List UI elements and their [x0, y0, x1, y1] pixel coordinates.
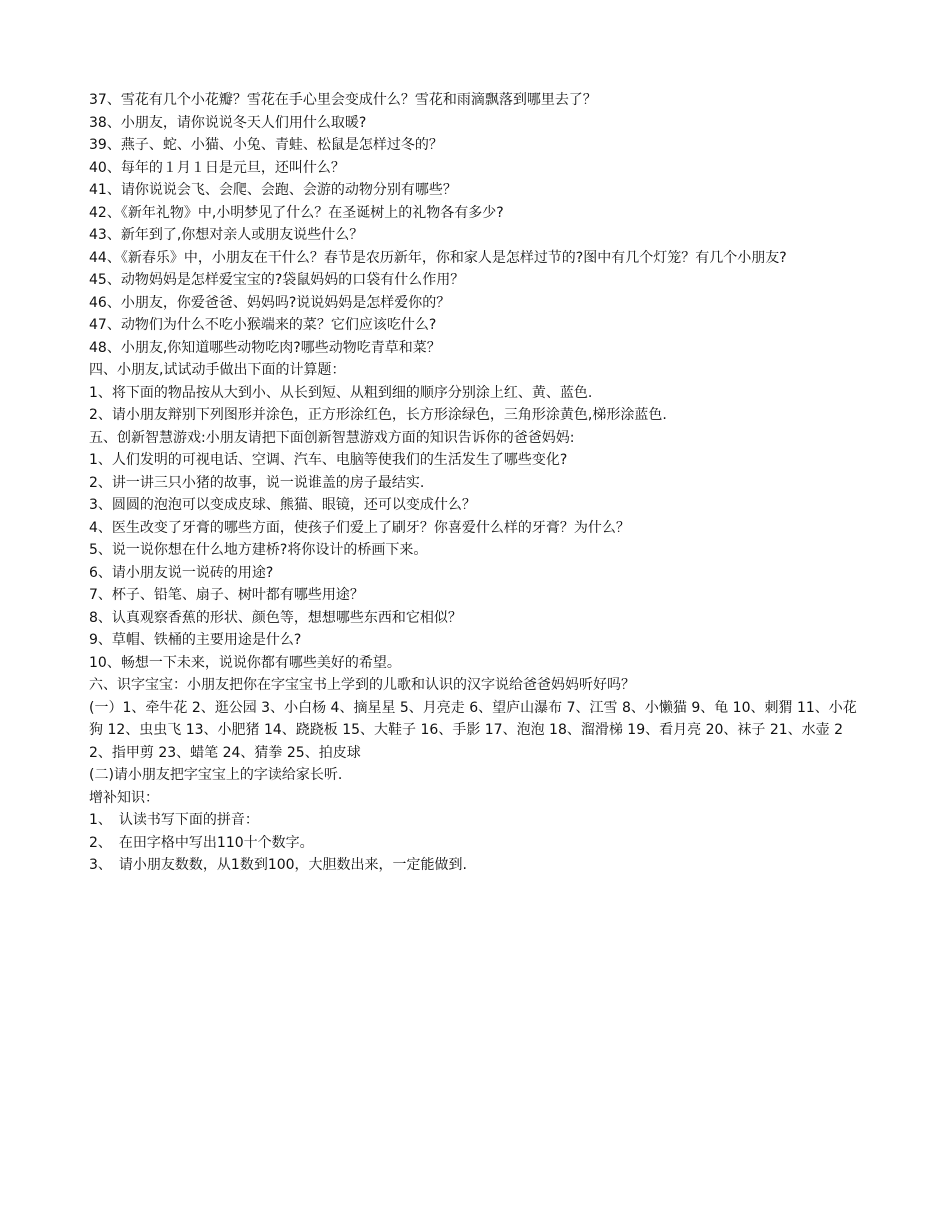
- document-page: [89, 89, 857, 877]
- question-42: 42、《新年礼物》中,小明梦见了什么？在圣诞树上的礼物各有多少?: [89, 204, 504, 221]
- section-5-item-9: 9、草帽、铁桶的主要用途是什么?: [89, 632, 302, 648]
- question-39: 39、燕子、蛇、小猫、小兔、青蛙、松鼠是怎样过冬的？: [89, 137, 443, 153]
- section-5-item-1: 1、人们发明的可视电话、空调、汽车、电脑等使我们的生活发生了哪些变化?: [89, 452, 568, 468]
- question-45: 45、动物妈妈是怎样爱宝宝的?袋鼠妈妈的口袋有什么作用？: [89, 272, 465, 288]
- section-4-heading: 四、小朋友,试试动手做出下面的计算题：: [89, 362, 346, 378]
- question-40: 40、每年的１月１日是元旦，还叫什么？: [89, 159, 345, 176]
- section-5-item-7: 7、杯子、铅笔、扇子、树叶都有哪些用途？: [89, 587, 364, 603]
- section-5-item-8: 8、认真观察香蕉的形状、颜色等，想想哪些东西和它相似？: [89, 609, 462, 626]
- section-5-item-2: 2、讲一讲三只小猪的故事，说一说谁盖的房子最结实.: [89, 474, 425, 491]
- supplement-heading: 增补知识：: [89, 789, 159, 806]
- section-6-part-2: (二)请小朋友把字宝宝上的字读给家长听.: [89, 767, 343, 783]
- supplement-item-2: 2、 在田字格中写出110十个数字。: [89, 834, 314, 851]
- question-37: 37、雪花有几个小花瓣？雪花在手心里会变成什么？雪花和雨滴飘落到哪里去了？: [89, 92, 597, 108]
- section-6-heading: 六、识字宝宝：小朋友把你在字宝宝书上学到的儿歌和认识的汉字说给爸爸妈妈听好吗？: [89, 677, 635, 693]
- section-5-item-6: 6、请小朋友说一说砖的用途?: [89, 564, 274, 581]
- question-47: 47、动物们为什么不吃小猴端来的菜？它们应该吃什么?: [89, 317, 437, 333]
- supplement-item-1: 1、 认读书写下面的拼音：: [89, 812, 259, 828]
- question-44: 44、《新春乐》中，小朋友在干什么？春节是农历新年，你和家人是怎样过节的?图中有几个灯笼？有几个小朋友?: [89, 249, 787, 266]
- supplement-item-3: 3、 请小朋友数数，从1数到100，大胆数出来，一定能做到.: [89, 857, 467, 873]
- question-48: 48、小朋友,你知道哪些动物吃肉?哪些动物吃青草和菜？: [89, 339, 441, 356]
- section-5-item-5: 5、说一说你想在什么地方建桥?将你设计的桥画下来。: [89, 542, 428, 558]
- section-6-part-1: (一）1、牵牛花 2、逛公园 3、小白杨 4、摘星星 5、月亮走 6、望庐山瀑布 7、江雪 8、小懒猫 9、龟 10、刺猬 11、小花狗 12、虫虫飞 13、小肥猪 14、跷跷板 15、大鞋子 16、手影 17、泡泡 18、溜滑梯 19、看月亮 20、袜子 21、水壶 22、指甲剪 23、蜡笔 24、猜拳 25、拍皮球: [89, 699, 857, 761]
- question-43: 43、新年到了,你想对亲人或朋友说些什么？: [89, 227, 364, 243]
- section-4-item-1: 1、将下面的物品按从大到小、从长到短、从粗到细的顺序分别涂上红、黄、蓝色.: [89, 384, 593, 401]
- question-46: 46、小朋友，你爱爸爸、妈妈吗?说说妈妈是怎样爱你的？: [89, 294, 451, 311]
- section-5-item-10: 10、畅想一下未来，说说你都有哪些美好的希望。: [89, 654, 401, 671]
- section-4-item-2: 2、请小朋友辩别下列图形并涂色，正方形涂红色，长方形涂绿色，三角形涂黄色,梯形涂蓝色.: [89, 407, 667, 423]
- question-38: 38、小朋友，请你说说冬天人们用什么取暖?: [89, 114, 367, 131]
- section-5-item-4: 4、医生改变了牙膏的哪些方面，使孩子们爱上了刷牙？你喜爱什么样的牙膏？为什么？: [89, 519, 630, 536]
- section-5-heading: 五、创新智慧游戏:小朋友请把下面创新智慧游戏方面的知识告诉你的爸爸妈妈:: [89, 429, 575, 446]
- section-5-item-3: 3、圆圆的泡泡可以变成皮球、熊猫、眼镜，还可以变成什么？: [89, 497, 476, 513]
- question-41: 41、请你说说会飞、会爬、会跑、会游的动物分别有哪些？: [89, 182, 457, 198]
